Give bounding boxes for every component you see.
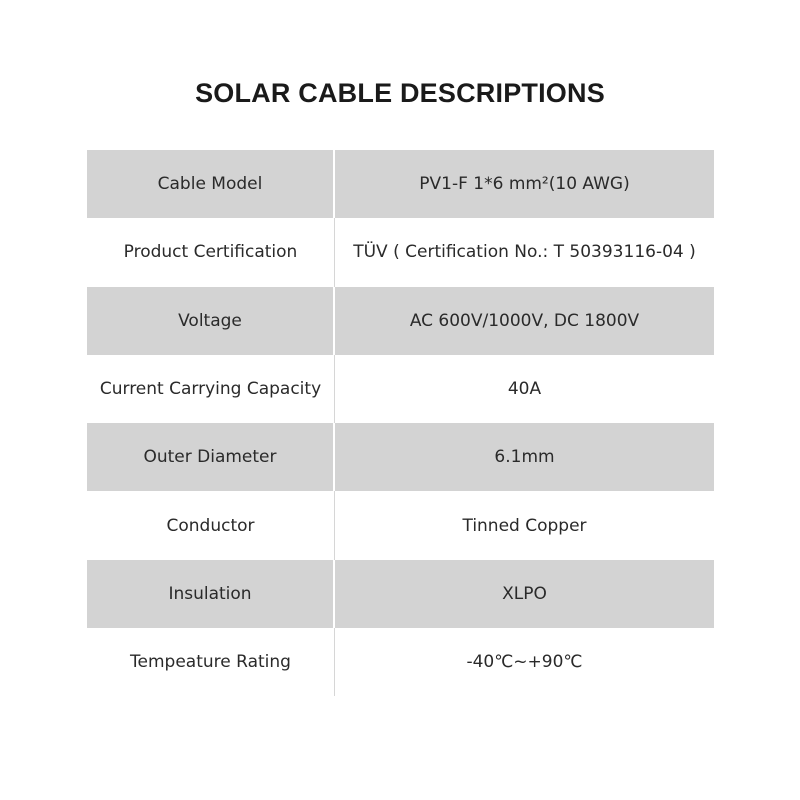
row-label: Outer Diameter	[87, 423, 335, 491]
page-title: SOLAR CABLE DESCRIPTIONS	[195, 78, 605, 108]
row-value: Tinned Copper	[462, 515, 587, 536]
row-label: Cable Model	[87, 150, 335, 218]
row-value: 40A	[507, 379, 542, 400]
table-row-product-certification	[87, 218, 714, 286]
row-label: Conductor	[87, 491, 335, 559]
row-label: Product Certification	[87, 218, 335, 286]
spec-table	[87, 150, 714, 696]
table-row-temperature-rating	[87, 628, 714, 696]
table-row-conductor	[87, 491, 714, 559]
table-row-voltage	[87, 287, 714, 355]
row-label: Tempeature Rating	[87, 628, 335, 696]
row-value: XLPO	[502, 583, 547, 604]
row-label: Insulation	[87, 560, 335, 628]
table-row-insulation	[87, 560, 714, 628]
row-value: 6.1mm	[494, 447, 555, 468]
row-value: TÜV ( Certification No.: T 50393116-04 )	[353, 242, 696, 263]
table-row-outer-diameter	[87, 423, 714, 491]
row-label: Voltage	[87, 287, 335, 355]
table-row-cable-model	[87, 150, 714, 218]
row-value: AC 600V/1000V, DC 1800V	[409, 310, 640, 331]
row-value: PV1-F 1*6 mm²(10 AWG)	[419, 174, 630, 195]
table-row-current-capacity	[87, 355, 714, 423]
row-label: Current Carrying Capacity	[87, 355, 335, 423]
row-value: -40℃~+90℃	[466, 652, 583, 673]
